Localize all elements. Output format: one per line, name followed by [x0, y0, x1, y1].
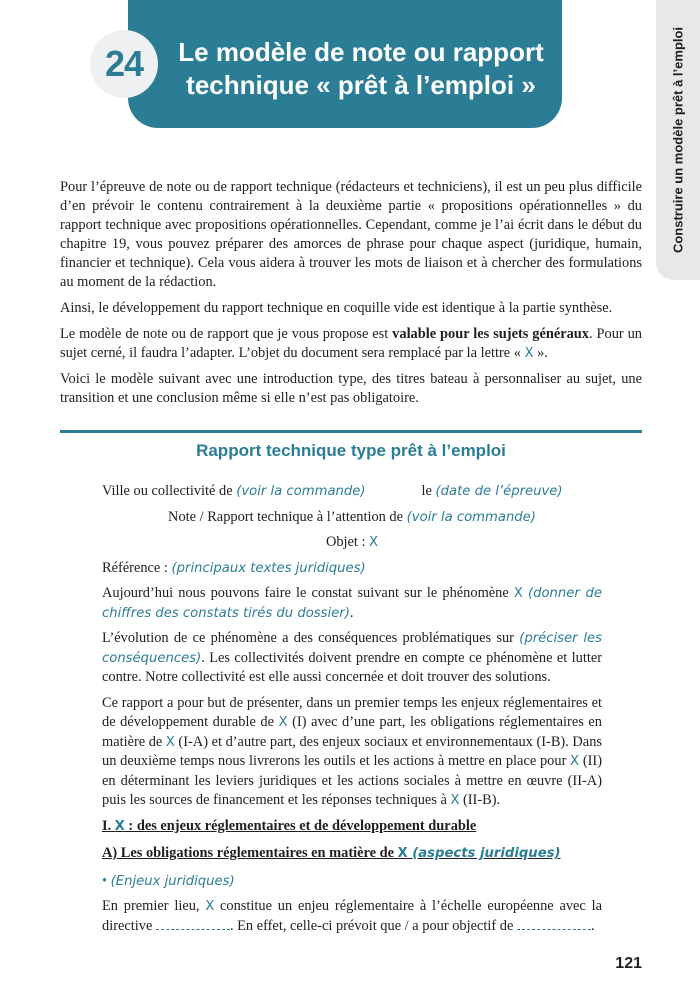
placeholder-x: X — [114, 818, 125, 834]
text: . Pour un sujet cerné, il faudra l’adapter. L’objet du document sera remplacé par la lettre « — [60, 326, 642, 361]
model-paragraph-3 — [102, 694, 602, 811]
model-box-title: Rapport technique type prêt à l’emploi — [196, 441, 506, 460]
text: (II) en déterminant les leviers juridiques et les actions sociales à mettre en œuvre (II-A) puis les sources de financement et les réponses techniques à — [102, 753, 602, 808]
placeholder-x: X — [369, 535, 379, 550]
text: . — [349, 604, 354, 621]
bullet-icon: • — [102, 872, 108, 889]
side-tab-label: Construire un modèle prêt à l’emploi — [670, 26, 686, 254]
text: . — [590, 917, 595, 934]
text: En premier lieu, — [102, 898, 206, 914]
chapter-title: Le modèle de note ou rapport technique « prêt à l’emploi » — [178, 37, 544, 100]
handwritten-hint: (voir la commande) — [236, 484, 366, 499]
text: (I) avec d’une part, les obligations réglementaires en matière de — [102, 714, 602, 750]
heading-part-one — [102, 817, 602, 837]
intro-text — [60, 178, 642, 415]
text: . En effet, celle-ci prévoit que / a pour objectif de — [229, 917, 517, 934]
handwritten-hint: (aspects juridiques) — [407, 846, 561, 861]
text: Ce rapport a pour but de présenter, dans un premier temps les enjeux réglementaires et de développement durable de — [102, 694, 602, 730]
model-paragraph-1 — [102, 584, 602, 623]
placeholder-x: X — [397, 846, 408, 861]
intro-paragraph-1: Pour l’épreuve de note ou de rapport technique (rédacteurs et techniciens), il est un peu plus difficile d’en prévoir le contenu contrairement à la deuxième partie « propositions opérationnelles » du rapport technique avec propositions opérationnelles. Cependant, comme je l’ai écrit dans le début du chapitre 19, vous pouvez préparer des amorces de phrase pour chaque aspect (juridique, humain, financier et technique). Cela vous aidera à trouver les mots de liaison et à chercher des formulations au moment de la rédaction. — [60, 179, 642, 290]
placeholder-x: X — [524, 346, 534, 361]
section-divider — [60, 430, 642, 433]
placeholder-x: X — [570, 754, 580, 769]
model-template — [102, 482, 602, 942]
side-tab — [656, 0, 700, 280]
ville-line — [102, 482, 602, 502]
page-number: 121 — [615, 955, 642, 972]
text: constitue un enjeu réglementaire à l’échelle européenne avec la directive — [102, 898, 603, 934]
text: (I-A) et d’autre part, des enjeux sociaux et environnementaux (I-B). Dans un deuxième temps nous livrerons les outils et les actions à mettre en place pour — [102, 733, 602, 769]
handwritten-hint: (Enjeux juridiques) — [110, 873, 235, 889]
handwritten-hint: (date de l’épreuve) — [435, 484, 563, 499]
model-paragraph-2 — [102, 629, 602, 688]
intro-paragraph-4: Voici le modèle suivant avec une introduction type, des titres bateau à personnaliser au sujet, une transition et une conclusion même si elle n’est pas obligatoire. — [60, 371, 642, 406]
text: : des enjeux réglementaires et de développement durable — [124, 817, 477, 834]
placeholder-x: X — [205, 899, 215, 914]
heading-part-a — [102, 844, 602, 864]
text: L’évolution de ce phénomène a des conséquences problématiques sur — [102, 630, 520, 646]
text: Aujourd’hui nous pouvons faire le constat suivant sur le phénomène — [102, 585, 514, 601]
placeholder-x: X — [513, 586, 523, 601]
intro-paragraph-3 — [60, 325, 642, 363]
text: . Les collectivités doivent prendre en compte ce phénomène et lutter contre. Notre collectivité est elle aussi concernée et doit trouver des solutions. — [102, 649, 602, 685]
handwritten-hint: (voir la commande) — [406, 509, 536, 525]
reference-line — [102, 559, 602, 579]
chapter-number-badge — [90, 30, 158, 98]
text: Le modèle de note ou de rapport que je vous propose est — [60, 326, 393, 342]
model-paragraph-4 — [102, 897, 602, 936]
handwritten-hint: (donner de chiffres des constats tirés du dossier) — [102, 586, 602, 621]
objet-line — [102, 533, 602, 553]
text: ». — [533, 345, 548, 361]
text: Référence : — [102, 559, 172, 576]
intro-paragraph-2: Ainsi, le développement du rapport technique en coquille vide est identique à la partie synthèse. — [60, 300, 613, 316]
bold-text: valable pour les sujets généraux — [392, 326, 590, 342]
text: (II-B). — [459, 792, 501, 808]
placeholder-x: X — [278, 715, 288, 730]
text: Objet : — [325, 534, 370, 550]
placeholder-x: X — [450, 793, 460, 808]
text: le — [421, 483, 436, 499]
text: A) Les obligations réglementaires en matière de — [102, 845, 398, 861]
text: I. — [102, 817, 115, 834]
text: Note / Rapport technique à l’attention de — [168, 508, 407, 525]
bullet-line — [102, 872, 602, 892]
blank-line — [517, 918, 591, 930]
handwritten-hint: (préciser les conséquences) — [102, 631, 602, 666]
blank-line — [156, 918, 230, 930]
placeholder-x: X — [165, 734, 175, 750]
chapter-number: 24 — [104, 43, 144, 84]
note-line — [102, 508, 602, 528]
handwritten-hint: (principaux textes juridiques) — [171, 560, 366, 576]
text: Ville ou collectivité de — [102, 483, 237, 499]
